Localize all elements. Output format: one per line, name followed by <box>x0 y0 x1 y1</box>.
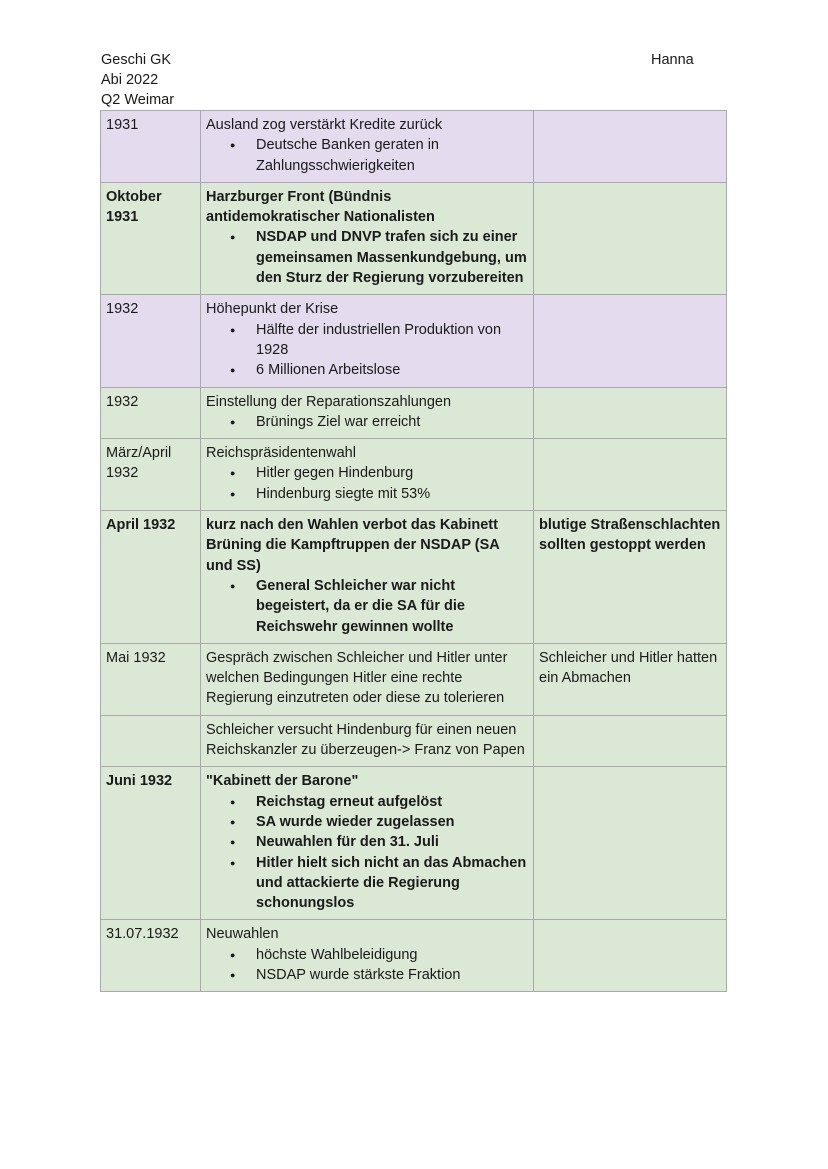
date-cell: April 1932 <box>101 511 201 644</box>
table-row <box>101 920 727 992</box>
date-cell: März/April 1932 <box>101 439 201 511</box>
bullet-list <box>206 412 528 432</box>
event-text: Schleicher versucht Hindenburg für einen neuen Reichskanzler zu überzeugen-> Franz von Papen <box>206 721 525 759</box>
date-cell: 31.07.1932 <box>101 920 201 992</box>
event-cell <box>201 511 534 644</box>
table-row <box>101 111 727 183</box>
event-cell <box>201 767 534 920</box>
header-course: Geschi GK <box>101 52 172 68</box>
event-cell <box>201 715 534 767</box>
note-cell: blutige Straßenschlachten sollten gestoppt werden <box>534 511 727 644</box>
bullet-item: ● Hitler hielt sich nicht an das Abmachen und attackierte die Regierung schonungslos <box>256 853 528 914</box>
note-cell <box>534 920 727 992</box>
bullet-item: ● Reichstag erneut aufgelöst <box>256 792 528 812</box>
table-row <box>101 511 727 644</box>
date-cell: 1932 <box>101 387 201 439</box>
event-text: Reichspräsidentenwahl <box>206 445 356 462</box>
note-cell <box>534 111 727 183</box>
date-cell: Juni 1932 <box>101 767 201 920</box>
bullet-list <box>206 135 528 176</box>
event-text: kurz nach den Wahlen verbot das Kabinett Brüning die Kampftruppen der NSDAP (SA und SS) <box>206 517 500 574</box>
bullet-item: ● Hitler gegen Hindenburg <box>256 463 528 483</box>
bullet-item: ● Brünings Ziel war erreicht <box>256 412 528 432</box>
bullet-list <box>206 227 528 288</box>
note-cell <box>534 715 727 767</box>
bullet-item: ● Hälfte der industriellen Produktion von 1928 <box>256 320 528 361</box>
note-cell <box>534 387 727 439</box>
date-cell <box>101 715 201 767</box>
table-row <box>101 387 727 439</box>
header-year: Abi 2022 <box>101 72 159 88</box>
bullet-item: ● Deutsche Banken geraten in Zahlungsschwierigkeiten <box>256 135 528 176</box>
header-author: Hanna <box>651 52 694 68</box>
bullet-list <box>206 576 528 637</box>
event-text: "Kabinett der Barone" <box>206 773 359 790</box>
note-cell <box>534 182 727 294</box>
event-text: Neuwahlen <box>206 926 279 943</box>
date-cell: Mai 1932 <box>101 643 201 715</box>
header-topic: Q2 Weimar <box>101 92 175 108</box>
date-cell: 1932 <box>101 295 201 387</box>
table-row <box>101 643 727 715</box>
bullet-item: ● SA wurde wieder zugelassen <box>256 812 528 832</box>
event-text: Ausland zog verstärkt Kredite zurück <box>206 117 443 133</box>
note-cell <box>534 439 727 511</box>
table-row <box>101 182 727 294</box>
event-cell <box>201 182 534 294</box>
event-cell <box>201 643 534 715</box>
table-row <box>101 715 727 767</box>
bullet-item: ● höchste Wahlbeleidigung <box>256 945 528 965</box>
event-text: Einstellung der Reparationszahlungen <box>206 393 452 410</box>
event-text: Gespräch zwischen Schleicher und Hitler unter welchen Bedingungen Hitler eine rechte Regierung einzutreten oder diese zu tolerieren <box>206 649 508 707</box>
event-cell <box>201 439 534 511</box>
note-cell <box>534 767 727 920</box>
bullet-item: ● NSDAP wurde stärkste Fraktion <box>256 965 528 985</box>
event-cell <box>201 920 534 992</box>
table-row <box>101 767 727 920</box>
bullet-list <box>206 320 528 381</box>
bullet-item: ● Hindenburg siegte mit 53% <box>256 484 528 504</box>
document-header <box>101 50 174 110</box>
date-cell: 1931 <box>101 111 201 183</box>
bullet-list <box>206 792 528 914</box>
bullet-list <box>206 945 528 986</box>
event-text: Harzburger Front (Bündnis antidemokratischer Nationalisten <box>206 188 435 226</box>
bullet-item: ● NSDAP und DNVP trafen sich zu einer gemeinsamen Massenkundgebung, um den Sturz der Regierung vorzubereiten <box>256 227 528 288</box>
bullet-item: ● Neuwahlen für den 31. Juli <box>256 832 528 852</box>
timeline-body <box>101 111 727 992</box>
note-cell: Schleicher und Hitler hatten ein Abmachen <box>534 643 727 715</box>
bullet-item: ● 6 Millionen Arbeitslose <box>256 360 528 380</box>
bullet-item: ● General Schleicher war nicht begeistert, da er die SA für die Reichswehr gewinnen wollte <box>256 576 528 637</box>
event-cell <box>201 387 534 439</box>
timeline-table <box>100 110 727 992</box>
event-text: Höhepunkt der Krise <box>206 301 339 318</box>
bullet-list <box>206 463 528 504</box>
event-cell <box>201 111 534 183</box>
date-cell: Oktober 1931 <box>101 182 201 294</box>
note-cell <box>534 295 727 387</box>
table-row <box>101 439 727 511</box>
table-row <box>101 295 727 387</box>
event-cell <box>201 295 534 387</box>
